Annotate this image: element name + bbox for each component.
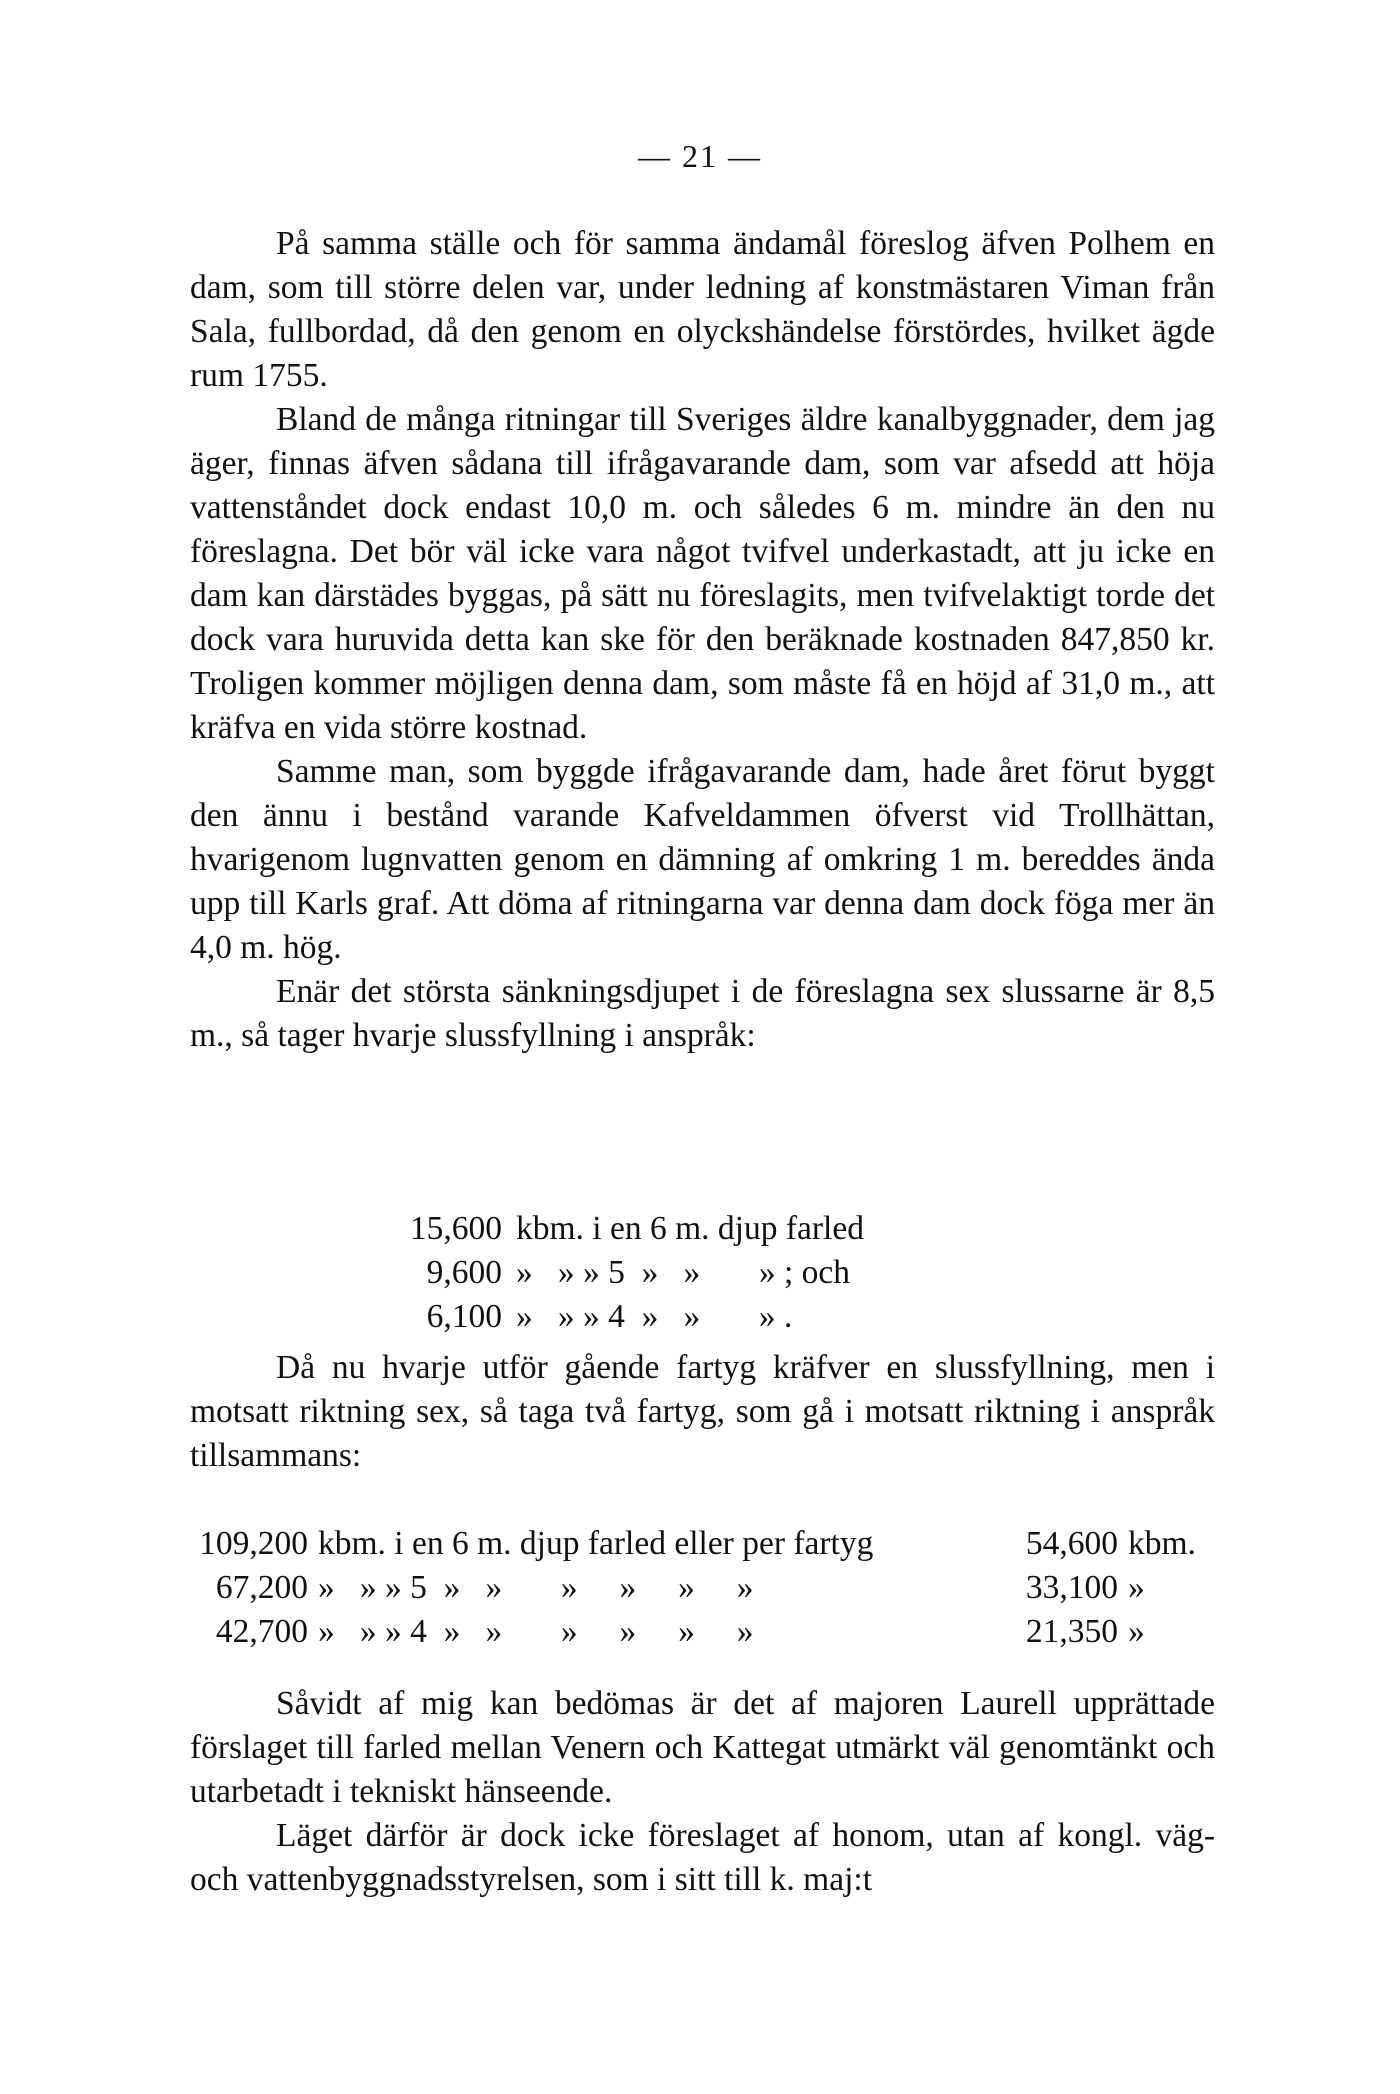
description-cell: » » » 4 » » » . [516,1298,793,1335]
unit-cell: » [1128,1569,1145,1606]
description-cell: kbm. i en 6 m. djup farled eller per fartyg [318,1525,874,1562]
total-volume-cell: 67,200 [215,1569,308,1606]
per-ship-volume-cell: 33,100 [1025,1569,1118,1606]
paragraph-laurell-proposal: Såvidt af mig kan bedömas är det af majoren Laurell upprättade förslaget till farled mellan Venern och Kattegat utmärkt väl genomtänkt och utarbetadt i tekniskt hänseende. [190,1685,1215,1810]
paragraph-polhem-dam: På samma ställe och för samma ändamål föreslog äfven Polhem en dam, som till större delen var, under ledning af konstmästaren Viman från Sala, fullbordad, då den genom en olyckshändelse förstördes, hvilket ägde rum 1755. [190,225,1215,394]
page-number: — 21 — [638,138,762,174]
description-cell: » » » 5 » » » ; och [516,1254,851,1291]
volume-cell: 9,600 [426,1254,502,1291]
paragraph-location: Läget därför är dock icke föreslaget af honom, utan af kongl. väg- och vattenbyggnadsstyrelsen, som i sitt till k. maj:t [190,1817,1215,1898]
text-block-middle [190,1346,1215,1478]
unit-cell: kbm. [1128,1525,1196,1562]
paragraph-kafveldammen: Samme man, som byggde ifrågavarande dam, hade året förut byggt den ännu i bestånd varande Kafveldammen öfverst vid Trollhättan, hvarigenom lugnvatten genom en dämning af omkring 1 m. bereddes ända upp till Karls graf. Att döma af ritningarna var denna dam dock föga mer än 4,0 m. hög. [190,753,1215,966]
volume-cell: 15,600 [409,1210,502,1247]
description-cell: kbm. i en 6 m. djup farled [516,1210,864,1247]
table-row [190,1566,1215,1610]
total-volume-cell: 109,200 [199,1525,308,1562]
paragraph-drawings: Bland de många ritningar till Sveriges äldre kanalbyggnader, dem jag äger, finnas äfven sådana till ifrågavarande dam, som var afsedd att höja vattenståndet dock endast 10,0 m. och således 6 m. mindre än den nu föreslagna. Det bör väl icke vara något tvifvel underkastadt, att ju icke en dam kan därstädes byggas, på sätt nu föreslagits, men tvifvelaktigt torde det dock vara huruvida detta kan ske för den beräknade kostnaden 847,850 kr. Troligen kommer möjligen denna dam, som måste få en höjd af 31,0 m., att kräfva en vida större kostnad. [190,401,1215,746]
lock-filling-table [382,1207,864,1339]
text-block-top [190,222,1215,1058]
total-volume-cell: 42,700 [215,1613,308,1650]
table-row [382,1251,864,1295]
table-row [190,1610,1215,1654]
per-ship-volume-cell: 21,350 [1025,1613,1118,1650]
paragraph-lock-depth: Enär det största sänkningsdjupet i de föreslagna sex slussarne är 8,5 m., så tager hvarje slussfyllning i anspråk: [190,973,1215,1054]
text-block-bottom [190,1682,1215,1902]
table-row [190,1522,1215,1566]
two-ship-table [190,1522,1215,1654]
unit-cell: » [1128,1613,1145,1650]
per-ship-volume-cell: 54,600 [1025,1525,1118,1562]
table-row [382,1207,864,1251]
description-cell: » » » 5 » » » » » » [318,1569,754,1606]
volume-cell: 6,100 [426,1298,502,1335]
paragraph-two-ships: Då nu hvarje utför gående fartyg kräfver en slussfyllning, men i motsatt riktning sex, så taga två fartyg, som gå i motsatt riktning i anspråk tillsammans: [190,1349,1215,1474]
table-row [382,1295,864,1339]
description-cell: » » » 4 » » » » » » [318,1613,754,1650]
